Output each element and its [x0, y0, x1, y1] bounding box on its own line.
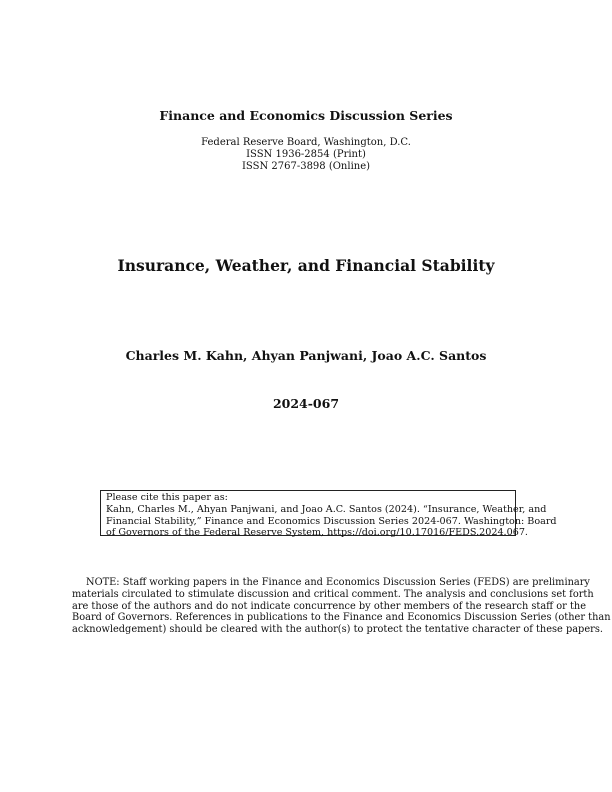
citation-line: Please cite this paper as: — [106, 492, 228, 503]
note-line: materials circulated to stimulate discussion and critical comment. The analysis and conclusions set forth — [72, 588, 594, 600]
note-line: are those of the authors and do not indicate concurrence by other members of the research staff or the — [72, 600, 586, 612]
publisher-line: Federal Reserve Board, Washington, D.C. — [201, 137, 411, 148]
paper-authors: Charles M. Kahn, Ahyan Panjwani, Joao A.C. Santos — [125, 348, 487, 363]
issn-print: ISSN 1936-2854 (Print) — [246, 149, 366, 160]
disclaimer-note — [72, 577, 611, 636]
citation-line: Financial Stability,” Finance and Economics Discussion Series 2024-067. Washington: Board — [106, 515, 557, 527]
note-line: Board of Governors. References in publications to the Finance and Economics Discussion Series (other than — [72, 612, 611, 624]
citation-line: Kahn, Charles M., Ahyan Panjwani, and Joao A.C. Santos (2024). “Insurance, Weather, and — [106, 503, 547, 515]
paper-title: Insurance, Weather, and Financial Stability — [117, 256, 495, 275]
note-line: acknowledgement) should be cleared with the author(s) to protect the tentative character of these papers. — [72, 624, 603, 636]
issn-online: ISSN 2767-3898 (Online) — [241, 161, 371, 172]
series-title: Finance and Economics Discussion Series — [159, 108, 453, 123]
citation-box — [100, 490, 557, 539]
note-line: NOTE: Staff working papers in the Finance and Economics Discussion Series (FEDS) are preliminary — [86, 577, 590, 588]
citation-line: of Governors of the Federal Reserve System, https://doi.org/10.17016/FEDS.2024.067. — [106, 527, 528, 539]
paper-number: 2024-067 — [272, 396, 340, 411]
publication-info — [0, 137, 612, 173]
